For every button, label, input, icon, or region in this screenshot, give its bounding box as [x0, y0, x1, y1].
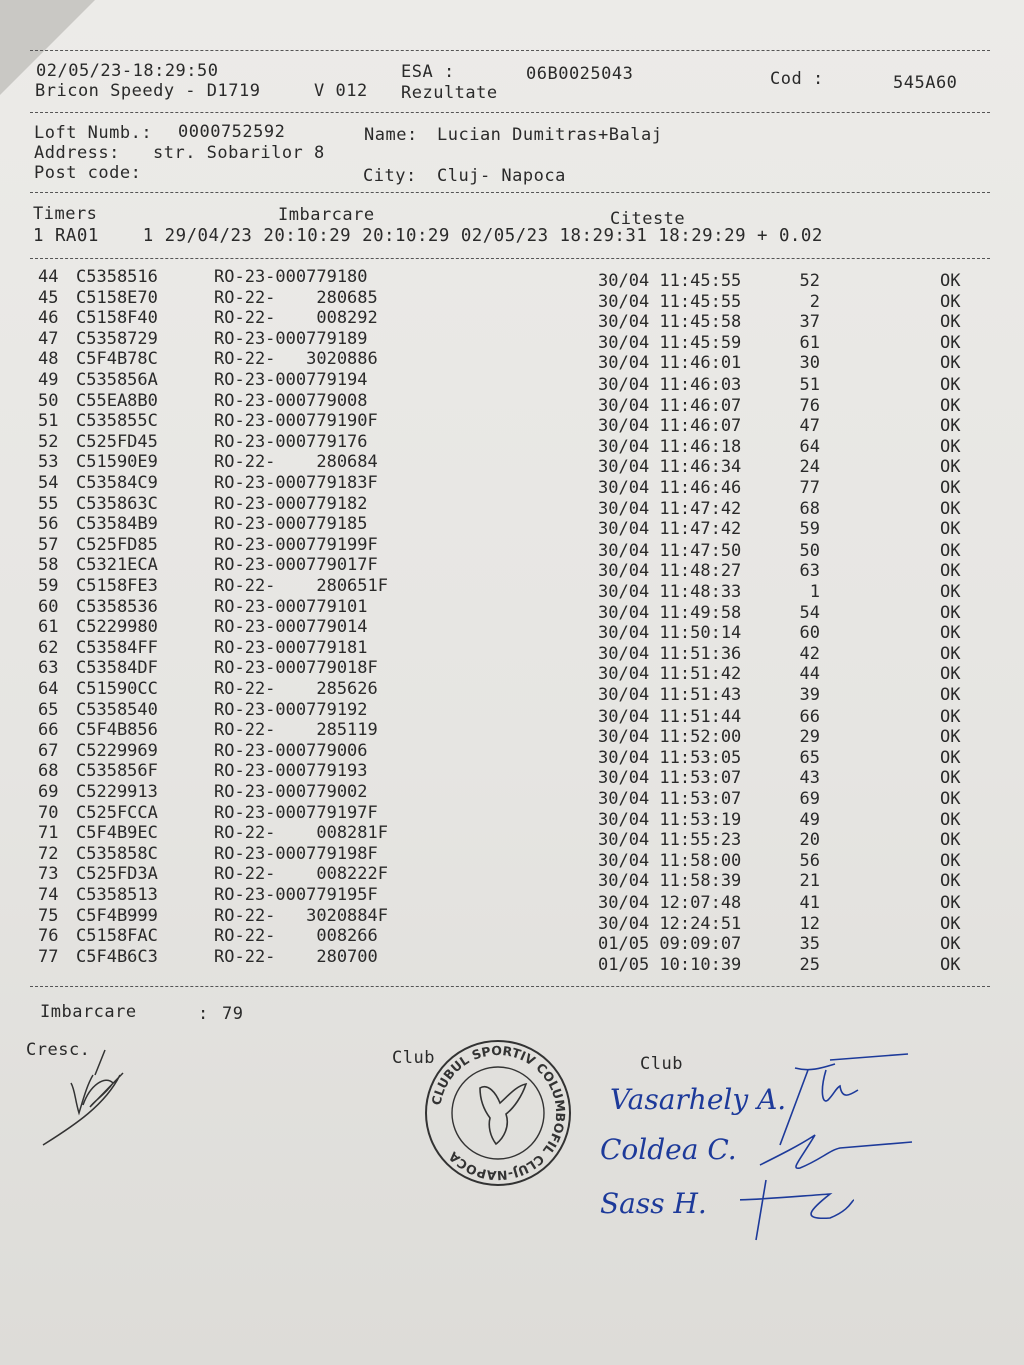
club-signatures [740, 1050, 940, 1250]
registration-number: RO-22- 285119 [214, 720, 378, 741]
registration-number: RO-23-000779018F [214, 658, 378, 679]
loft-number-label: Loft Numb.: [34, 123, 153, 143]
order-number: 65 [799, 747, 820, 768]
ring-code: C5F4B856 [76, 720, 158, 741]
order-number: 43 [799, 768, 820, 789]
ring-code: C535856A [76, 370, 158, 390]
registration-number: RO-22- 280684 [214, 452, 378, 473]
arrival-time: 30/04 11:48:27 [598, 561, 742, 582]
status-text: OK [940, 685, 961, 705]
ring-code: C5229913 [76, 782, 158, 802]
arrival-time: 30/04 11:46:01 [598, 353, 742, 374]
order-number: 60 [799, 623, 820, 644]
row-number: 64 [38, 679, 59, 699]
status-text: OK [940, 602, 961, 623]
row-number: 45 [38, 287, 59, 308]
table-row [38, 287, 978, 312]
row-number: 73 [38, 864, 59, 885]
ring-code: C5F4B9EC [76, 823, 158, 844]
table-row [38, 308, 978, 333]
registration-number: RO-23-000779017F [214, 555, 378, 576]
status-text: OK [940, 830, 961, 851]
registration-number: RO-23-000779180 [214, 267, 368, 287]
ring-code: C535863C [76, 493, 158, 514]
table-row [38, 370, 978, 395]
row-number: 74 [38, 885, 59, 905]
arrival-time: 30/04 11:47:42 [598, 519, 742, 540]
row-number: 56 [38, 514, 59, 535]
ring-code: C5358540 [76, 699, 158, 720]
cod-value: 545A60 [893, 73, 958, 93]
table-row [38, 761, 978, 789]
status-text: OK [940, 809, 961, 830]
divider [30, 986, 990, 987]
row-number: 59 [38, 576, 59, 596]
table-row [38, 782, 978, 809]
table-row [38, 411, 978, 437]
arrival-time: 30/04 11:51:42 [598, 664, 742, 685]
order-number: 37 [799, 312, 820, 333]
status-text: OK [940, 727, 961, 748]
table-row [38, 431, 978, 457]
row-number: 60 [38, 596, 59, 617]
row-number: 52 [38, 431, 59, 452]
table-row [38, 390, 978, 416]
ring-code: C5358513 [76, 885, 158, 905]
registration-number: RO-23-000779183F [214, 473, 378, 493]
status-text: OK [940, 582, 961, 602]
table-row [38, 802, 978, 830]
ring-code: C5158FE3 [76, 576, 158, 596]
dove-icon [480, 1084, 526, 1144]
order-number: 69 [799, 789, 820, 809]
table-row [38, 555, 978, 582]
status-text: OK [940, 623, 961, 644]
divider [30, 258, 990, 259]
device-name: Bricon Speedy - D1719 [35, 81, 261, 101]
registration-number: RO-23-000779181 [214, 637, 368, 658]
arrival-time: 30/04 11:45:55 [598, 291, 742, 312]
club-label-2: Club [640, 1054, 683, 1074]
status-text: OK [940, 768, 961, 789]
row-number: 75 [38, 905, 59, 926]
club-label-1: Club [392, 1048, 435, 1068]
status-text: OK [940, 954, 961, 975]
order-number: 41 [799, 893, 820, 913]
city: Cluj- Napoca [437, 166, 566, 186]
arrival-time: 30/04 11:49:58 [598, 602, 742, 623]
club-stamp [418, 1038, 578, 1188]
row-number: 47 [38, 328, 59, 349]
arrival-time: 30/04 11:53:07 [598, 789, 742, 809]
status-text: OK [940, 291, 961, 312]
postcode-label: Post code: [34, 163, 142, 183]
arrival-time: 30/04 11:53:05 [598, 747, 742, 768]
ring-code: C53584DF [76, 658, 158, 679]
table-row [38, 946, 978, 975]
table-row [38, 658, 978, 685]
order-number: 54 [799, 602, 820, 623]
arrival-time: 30/04 11:46:07 [598, 395, 742, 416]
table-row [38, 637, 978, 664]
row-number: 67 [38, 740, 59, 761]
registration-number: RO-22- 008222F [214, 864, 388, 885]
order-number: 63 [799, 561, 820, 582]
ring-code: C5358729 [76, 328, 158, 349]
ring-code: C535858C [76, 843, 158, 864]
registration-number: RO-22- 280685 [214, 287, 378, 308]
arrival-time: 30/04 11:55:23 [598, 830, 742, 851]
row-number: 76 [38, 926, 59, 947]
arrival-time: 30/04 11:51:43 [598, 685, 742, 705]
registration-number: RO-22- 3020884F [214, 905, 388, 926]
ring-code: C525FD45 [76, 431, 158, 452]
order-number: 64 [799, 436, 820, 457]
divider [30, 50, 990, 51]
status-text: OK [940, 850, 961, 871]
registration-number: RO-23-000779176 [214, 431, 368, 452]
table-row [38, 349, 978, 374]
arrival-time: 30/04 11:58:39 [598, 871, 742, 892]
row-number: 71 [38, 823, 59, 844]
imbarcare-total-label: Imbarcare [40, 1002, 137, 1022]
table-row [38, 328, 978, 353]
arrival-time: 30/04 11:45:58 [598, 312, 742, 333]
imbarcare-total-value: 79 [222, 1004, 244, 1024]
ring-code: C53584C9 [76, 473, 158, 493]
arrival-time: 30/04 11:46:34 [598, 457, 742, 478]
table-row [38, 617, 978, 644]
status-text: OK [940, 871, 961, 892]
row-number: 54 [38, 473, 59, 493]
registration-number: RO-22- 008266 [214, 926, 378, 947]
signatory-3: Sass H. [600, 1187, 707, 1220]
status-text: OK [940, 332, 961, 353]
row-number: 70 [38, 802, 59, 823]
registration-number: RO-23-000779002 [214, 782, 368, 802]
registration-number: RO-23-000779190F [214, 411, 378, 432]
ring-code: C5229980 [76, 617, 158, 638]
report-type: Rezultate [401, 83, 498, 103]
table-row [38, 452, 978, 478]
arrival-time: 30/04 11:53:07 [598, 768, 742, 789]
order-number: 42 [799, 643, 820, 664]
table-row [38, 534, 978, 561]
status-text: OK [940, 540, 961, 561]
order-number: 77 [799, 478, 820, 498]
status-text: OK [940, 457, 961, 478]
fancier-name: Lucian Dumitras+Balaj [437, 125, 663, 145]
order-number: 61 [799, 332, 820, 353]
table-row [38, 699, 978, 727]
svg-text:CLUBUL SPORTIV COLUMBOFIL CLUJ [429, 1043, 569, 1183]
ring-code: C525FCCA [76, 802, 158, 823]
order-number: 25 [799, 954, 820, 975]
table-row [38, 823, 978, 851]
registration-number: RO-22- 008281F [214, 823, 388, 844]
signatory-1: Vasarhely A. [610, 1083, 787, 1116]
imbarcare-label: Imbarcare [278, 205, 375, 225]
timer-line: 1 RA01 1 29/04/23 20:10:29 20:10:29 02/05/23 18:29:31 18:29:29 + 0.02 [33, 226, 823, 246]
arrival-time: 30/04 11:45:55 [598, 271, 742, 291]
status-text: OK [940, 271, 961, 291]
row-number: 58 [38, 555, 59, 576]
status-text: OK [940, 789, 961, 809]
order-number: 56 [799, 850, 820, 871]
status-text: OK [940, 478, 961, 498]
table-row [38, 843, 978, 871]
order-number: 76 [799, 395, 820, 416]
registration-number: RO-22- 3020886 [214, 349, 378, 370]
registration-number: RO-23-000779101 [214, 596, 368, 617]
row-number: 61 [38, 617, 59, 638]
row-number: 57 [38, 534, 59, 555]
cresc-label: Cresc. [26, 1040, 91, 1060]
table-row [38, 576, 978, 602]
row-number: 65 [38, 699, 59, 720]
row-number: 46 [38, 308, 59, 329]
status-text: OK [940, 561, 961, 582]
ring-code: C51590E9 [76, 452, 158, 473]
status-text: OK [940, 436, 961, 457]
address: str. Sobarilor 8 [153, 143, 325, 163]
arrival-time: 30/04 12:07:48 [598, 893, 742, 913]
arrival-time: 30/04 12:24:51 [598, 913, 742, 934]
table-row [38, 596, 978, 623]
loft-number: 0000752592 [178, 122, 286, 142]
arrival-time: 30/04 11:47:50 [598, 540, 742, 561]
arrival-time: 30/04 11:51:44 [598, 706, 742, 727]
order-number: 21 [799, 871, 820, 892]
registration-number: RO-22- 285626 [214, 679, 378, 699]
registration-number: RO-22- 008292 [214, 308, 378, 329]
table-row [38, 514, 978, 540]
status-text: OK [940, 747, 961, 768]
signatory-2: Coldea C. [600, 1133, 737, 1166]
breeder-signature [35, 1045, 135, 1155]
arrival-time: 30/04 11:45:59 [598, 332, 742, 353]
arrival-time: 30/04 11:53:19 [598, 809, 742, 830]
ring-code: C525FD85 [76, 534, 158, 555]
divider [30, 192, 990, 193]
ring-code: C55EA8B0 [76, 390, 158, 411]
table-row [38, 720, 978, 748]
row-number: 66 [38, 720, 59, 741]
status-text: OK [940, 913, 961, 934]
arrival-time: 30/04 11:47:42 [598, 498, 742, 519]
arrival-time: 30/04 11:50:14 [598, 623, 742, 644]
table-row [38, 267, 978, 291]
arrival-time: 30/04 11:46:07 [598, 416, 742, 437]
address-label: Address: [34, 143, 120, 163]
row-number: 55 [38, 493, 59, 514]
ring-code: C5F4B78C [76, 349, 158, 370]
arrival-time: 01/05 09:09:07 [598, 934, 742, 955]
status-text: OK [940, 664, 961, 685]
row-number: 72 [38, 843, 59, 864]
device-version: V 012 [314, 81, 368, 101]
status-text: OK [940, 395, 961, 416]
arrival-time: 30/04 11:46:18 [598, 436, 742, 457]
arrival-time: 30/04 11:52:00 [598, 727, 742, 748]
status-text: OK [940, 643, 961, 664]
order-number: 39 [799, 685, 820, 705]
registration-number: RO-22- 280651F [214, 576, 388, 596]
ring-code: C5229969 [76, 740, 158, 761]
registration-number: RO-23-000779182 [214, 493, 368, 514]
arrival-time: 30/04 11:46:03 [598, 375, 742, 395]
ring-code: C5F4B6C3 [76, 946, 158, 967]
order-number: 35 [799, 934, 820, 955]
order-number: 49 [799, 809, 820, 830]
row-number: 69 [38, 782, 59, 802]
registration-number: RO-23-000779194 [214, 370, 368, 390]
status-text: OK [940, 312, 961, 333]
row-number: 44 [38, 267, 59, 287]
ring-code: C5158F40 [76, 308, 158, 329]
order-number: 24 [799, 457, 820, 478]
registration-number: RO-23-000779008 [214, 390, 368, 411]
order-number: 68 [799, 498, 820, 519]
status-text: OK [940, 706, 961, 727]
order-number: 29 [799, 727, 820, 748]
table-row [38, 679, 978, 705]
ring-code: C5358536 [76, 596, 158, 617]
arrival-time: 30/04 11:51:36 [598, 643, 742, 664]
ring-code: C5158FAC [76, 926, 158, 947]
status-text: OK [940, 375, 961, 395]
cod-label: Cod : [770, 69, 824, 89]
ring-code: C51590CC [76, 679, 158, 699]
name-label: Name: [364, 125, 418, 145]
order-number: 20 [799, 830, 820, 851]
status-text: OK [940, 498, 961, 519]
registration-number: RO-22- 280700 [214, 946, 378, 967]
table-row [38, 493, 978, 519]
stamp-ring-text: CLUBUL SPORTIV COLUMBOFIL CLUJ-NAPOCA [428, 1042, 569, 1184]
citeste-label: Citeste [610, 209, 686, 229]
order-number: 51 [799, 375, 820, 395]
registration-number: RO-23-000779197F [214, 802, 378, 823]
table-row [38, 885, 978, 913]
registration-number: RO-23-000779185 [214, 514, 368, 535]
table-row [38, 473, 978, 498]
order-number: 59 [799, 519, 820, 540]
order-number: 2 [809, 291, 820, 312]
city-label: City: [363, 166, 417, 186]
table-row [38, 905, 978, 934]
arrival-time: 01/05 10:10:39 [598, 954, 742, 975]
esa-label: ESA : [401, 62, 455, 82]
table-row [38, 864, 978, 892]
ring-code: C53584B9 [76, 514, 158, 535]
order-number: 12 [799, 913, 820, 934]
registration-number: RO-23-000779014 [214, 617, 368, 638]
order-number: 47 [799, 416, 820, 437]
order-number: 52 [799, 271, 820, 291]
ring-code: C53584FF [76, 637, 158, 658]
status-text: OK [940, 934, 961, 955]
registration-number: RO-23-000779195F [214, 885, 378, 905]
order-number: 1 [809, 582, 820, 602]
status-text: OK [940, 353, 961, 374]
order-number: 50 [799, 540, 820, 561]
registration-number: RO-23-000779192 [214, 699, 368, 720]
row-number: 63 [38, 658, 59, 679]
ring-code: C535856F [76, 761, 158, 782]
registration-number: RO-23-000779198F [214, 843, 378, 864]
row-number: 50 [38, 390, 59, 411]
esa-value: 06B0025043 [526, 64, 634, 84]
registration-number: RO-23-000779199F [214, 534, 378, 555]
ring-code: C5158E70 [76, 287, 158, 308]
row-number: 62 [38, 637, 59, 658]
ring-code: C5321ECA [76, 555, 158, 576]
divider [30, 112, 990, 113]
ring-code: C5F4B999 [76, 905, 158, 926]
row-number: 49 [38, 370, 59, 390]
order-number: 44 [799, 664, 820, 685]
table-row [38, 926, 978, 955]
order-number: 66 [799, 706, 820, 727]
registration-number: RO-23-000779189 [214, 328, 368, 349]
row-number: 53 [38, 452, 59, 473]
ring-code: C5358516 [76, 267, 158, 287]
status-text: OK [940, 416, 961, 437]
registration-number: RO-23-000779193 [214, 761, 368, 782]
ring-code: C525FD3A [76, 864, 158, 885]
timers-label: Timers [33, 204, 98, 224]
print-datetime: 02/05/23-18:29:50 [36, 61, 219, 81]
status-text: OK [940, 519, 961, 540]
table-row [38, 740, 978, 768]
registration-number: RO-23-000779006 [214, 740, 368, 761]
row-number: 68 [38, 761, 59, 782]
arrival-time: 30/04 11:58:00 [598, 850, 742, 871]
row-number: 51 [38, 411, 59, 432]
arrival-time: 30/04 11:46:46 [598, 478, 742, 498]
ring-code: C535855C [76, 411, 158, 432]
row-number: 77 [38, 946, 59, 967]
status-text: OK [940, 893, 961, 913]
arrival-time: 30/04 11:48:33 [598, 582, 742, 602]
imbarcare-total-sep: : [198, 1004, 209, 1024]
row-number: 48 [38, 349, 59, 370]
order-number: 30 [799, 353, 820, 374]
